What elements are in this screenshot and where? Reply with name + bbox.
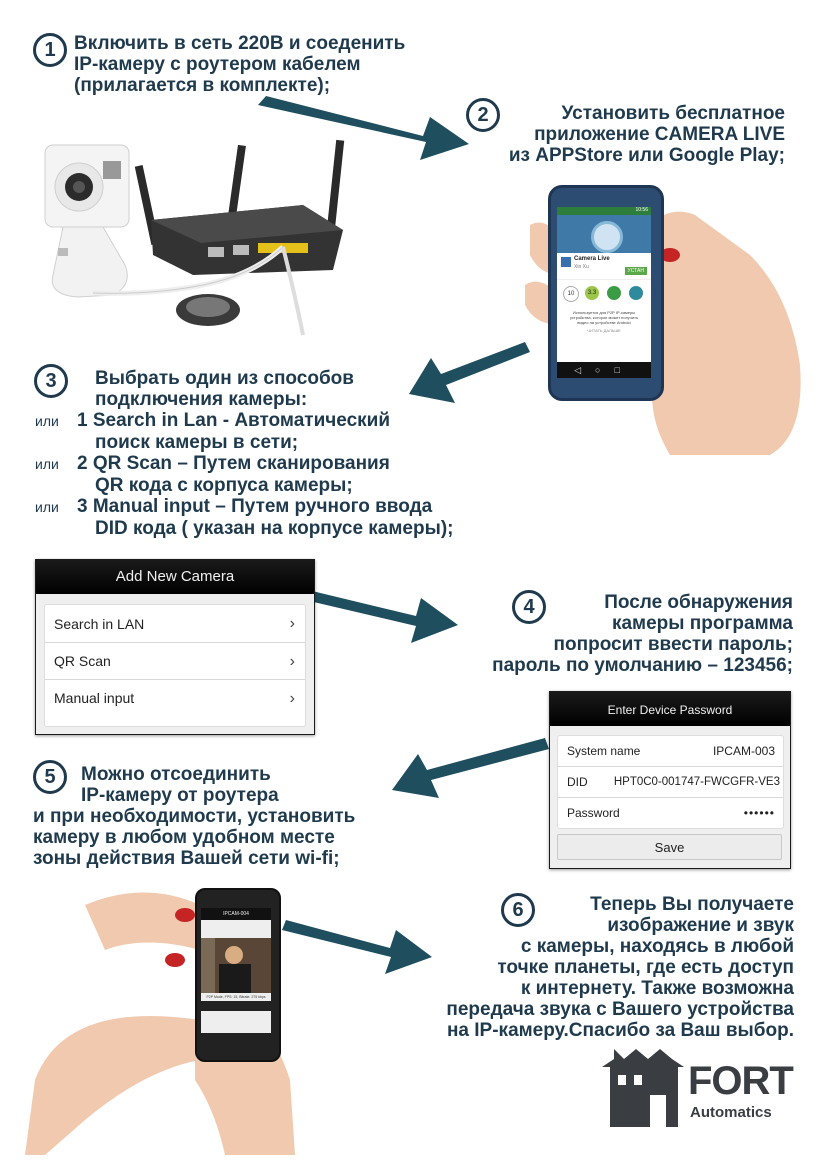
live-title: IPCAM-004 — [201, 908, 271, 920]
option-3-line-2: DID кода ( указан на корпусе камеры); — [95, 518, 454, 539]
step-4-number: 4 — [512, 590, 546, 624]
step-6-text — [364, 894, 794, 1041]
password-title: Enter Device Password — [550, 692, 790, 726]
step-2-number: 2 — [466, 98, 500, 132]
step-5-text — [33, 764, 355, 869]
or-label-3: или — [35, 499, 59, 515]
option-3-line-1: 3 Manual input – Путем ручного ввода — [77, 496, 433, 517]
step-3-option-2 — [35, 453, 453, 475]
app-store-phone — [520, 185, 810, 455]
step-6-line-7: на IP-камеру.Спасибо за Ваш выбор. — [446, 1020, 794, 1041]
menu-item-search-lan[interactable] — [45, 605, 305, 641]
step-5-line-2: IP-камеру от роутера — [81, 785, 279, 806]
step-4-line-1: После обнаружения — [604, 592, 793, 613]
arrow-4-icon — [392, 738, 549, 798]
password-form — [557, 735, 784, 829]
add-camera-list — [44, 604, 306, 727]
option-1-line-2: поиск камеры в сети; — [95, 432, 299, 453]
app-name: Camera Live — [574, 256, 610, 262]
step-5-number: 5 — [33, 760, 67, 794]
menu-item-qr-scan[interactable] — [45, 643, 305, 678]
step-2-line-2: приложение CAMERA LIVE — [534, 124, 785, 145]
step-6-line-3: с камеры, находясь в любой — [520, 936, 794, 957]
tools-icon — [607, 286, 621, 300]
step-5-line-5: зоны действия Вашей сети wi-fi; — [33, 848, 340, 869]
step-5-line-4: камеру в любом удобном месте — [33, 827, 335, 848]
did-field[interactable]: HPT0C0-001747-FWCGFR-VE3 — [613, 776, 780, 788]
step-6-line-6: передача звука с Вашего устройства — [446, 999, 794, 1020]
menu-item-manual-input[interactable] — [45, 680, 305, 715]
step-2-line-3: из APPStore или Google Play; — [508, 145, 785, 166]
step-6-line-1: Теперь Вы получаете — [590, 894, 794, 915]
password-panel — [549, 691, 791, 869]
rating-badge: 3.3 — [585, 286, 599, 300]
chevron-right-icon: › — [289, 615, 295, 632]
step-3-number: 3 — [34, 364, 68, 398]
or-label-2: или — [35, 456, 59, 472]
step-1-text — [74, 33, 405, 96]
downloads-badge: 10 — [563, 286, 579, 302]
step-5-line-3: и при необходимости, установить — [33, 806, 356, 827]
step-3-option-1 — [35, 410, 453, 432]
step-4-line-2: камеры программа — [611, 613, 793, 634]
fort-logo — [600, 1045, 793, 1130]
system-name-row — [558, 736, 783, 766]
password-field[interactable]: •••••• — [743, 806, 775, 820]
save-button[interactable]: Save — [557, 834, 782, 860]
system-name-field[interactable]: IPCAM-003 — [712, 744, 775, 758]
step-1-line-1: Включить в сеть 220В и соеденить — [74, 33, 406, 54]
step-2-line-1: Установить бесплатное — [561, 103, 785, 124]
step-2-text — [425, 103, 785, 166]
option-2-line-2: QR кода с корпуса камеры; — [95, 475, 353, 496]
play-store-screen — [557, 207, 651, 362]
router-icon — [135, 140, 344, 275]
step-6-line-5: к интернету. Также возможна — [520, 978, 794, 999]
manual-input-label: Manual input — [54, 690, 135, 706]
step-6-line-2: изображение и звук — [607, 915, 794, 936]
option-2-line-1: 2 QR Scan – Путем сканирования — [77, 453, 390, 474]
brand-name: FORT — [688, 1059, 793, 1103]
step-3-line-1: Выбрать один из способов — [95, 368, 354, 389]
castle-icon — [600, 1045, 686, 1130]
option-1-line-1: 1 Search in Lan - Автоматический — [77, 410, 391, 431]
add-camera-title: Add New Camera — [36, 560, 314, 594]
ip-camera-icon — [45, 145, 129, 297]
chevron-right-icon: › — [289, 653, 295, 670]
search-lan-label: Search in LAN — [54, 616, 145, 632]
password-label: Password — [567, 806, 620, 820]
app-desc-3: видео на устройстве Android — [577, 320, 631, 325]
step-3-option-3 — [35, 496, 453, 518]
step-6-line-4: точке планеты, где есть доступ — [497, 957, 794, 978]
chevron-right-icon: › — [289, 690, 295, 707]
qr-scan-label: QR Scan — [54, 653, 111, 669]
status-time: 10:56 — [557, 207, 651, 215]
step-1-number: 1 — [33, 33, 67, 67]
password-row — [558, 798, 783, 828]
read-more-link[interactable]: ЧИТАТЬ ДАЛЬШЕ — [587, 328, 621, 333]
step-4-text — [413, 592, 793, 676]
step-6-number: 6 — [501, 893, 535, 927]
did-row — [558, 767, 783, 797]
app-desc-1: Используется для P2P IP-камеры — [572, 310, 636, 315]
system-name-label: System name — [567, 744, 641, 758]
video-feed — [201, 938, 271, 993]
nav-buttons: ◁○□ — [557, 362, 651, 378]
step-5-line-1: Можно отсоединить — [81, 764, 271, 785]
step-1-line-2: IP-камеру с роутером кабелем — [74, 54, 361, 75]
step-3-text — [35, 368, 453, 539]
or-label-1: или — [35, 413, 59, 429]
step-4-line-4: пароль по умолчанию – 123456; — [492, 655, 793, 676]
router-camera-illustration — [33, 135, 363, 350]
similar-icon — [629, 286, 643, 300]
brand-tagline: Automatics — [690, 1104, 772, 1121]
live-status: P2P Mode, FPS: 15, Bitrate: 275 kbps — [206, 995, 266, 999]
step-3-line-2: подключения камеры: — [95, 389, 308, 410]
install-button[interactable]: УСТАН — [625, 267, 647, 275]
add-camera-panel — [35, 559, 315, 735]
app-desc-2: устройства, которое может получить — [569, 315, 639, 320]
did-label: DID — [567, 775, 588, 789]
step-4-line-3: попросит ввести пароль; — [553, 634, 793, 655]
live-screen — [201, 908, 271, 1033]
step-1-line-3: (прилагается в комплекте); — [74, 75, 331, 96]
app-developer: Xin Xu — [574, 264, 589, 270]
live-view-phone — [25, 880, 295, 1155]
